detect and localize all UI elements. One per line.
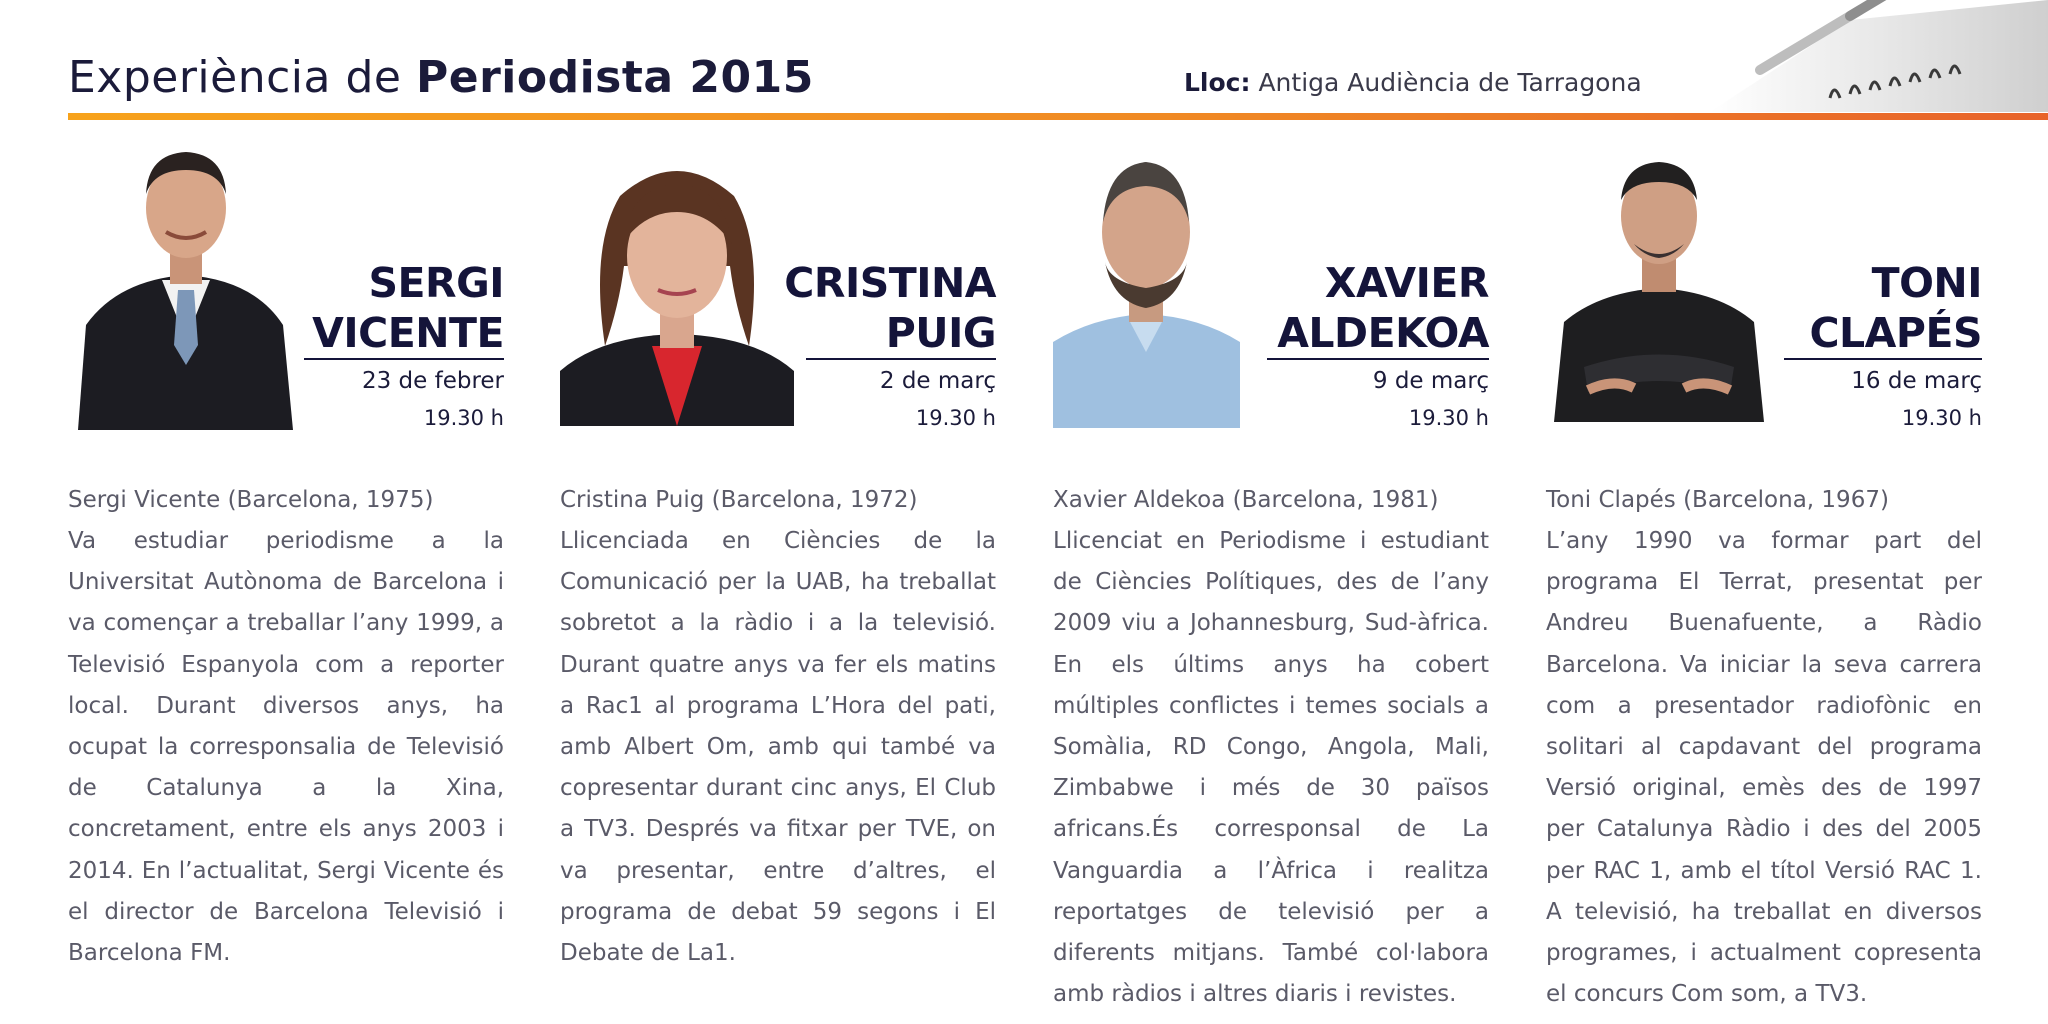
last-name: CLAPÉS [1809,309,1982,357]
speaker-name [312,258,504,358]
speaker-name [784,258,996,358]
speaker-card [560,140,996,1000]
name-divider [1784,358,1982,360]
speaker-name [1809,258,1982,358]
bio-text: Va estudiar periodisme a la Universitat Autònoma de Barcelona i va començar a treballar l’any 1999, a Televisió Espanyola com a reporter local. Durant diversos anys, ha ocupat la corresponsalia de Televisió de Catalunya a la Xina, concretament, entre els anys 2003 i 2014. En l’actualitat, Sergi Vicente és el director de Barcelona Televisió i Barcelona FM. [68,528,504,967]
speaker-card [68,140,504,1000]
bio-heading: Cristina Puig (Barcelona, 1972) [560,487,918,513]
bio-heading: Xavier Aldekoa (Barcelona, 1981) [1053,487,1439,513]
speaker-card [1053,140,1489,1008]
bio-text: L’any 1990 va formar part del programa El Terrat, presentat per Andreu Buenafuente, a Ràdio Barcelona. Va iniciar la seva carrera com a presentador radiofònic en solitari al capdavant del programa Versió original, emès des de 1997 per Catalunya Ràdio i des del 2005 per RAC 1, amb el títol Versió RAC 1. A televisió, ha treballat en diversos programes, i actualment copresenta el concurs Com som, a TV3. [1546,528,1982,1008]
last-name: ALDEKOA [1277,309,1489,357]
page-header [0,0,2048,125]
event-date: 9 de març [1372,368,1489,394]
person-portrait-icon [1554,152,1764,422]
person-portrait-icon [560,156,794,426]
name-divider [1267,358,1489,360]
first-name: XAVIER [1324,259,1489,307]
bio-text: Llicenciat en Periodisme i estudiant de Ciències Polítiques, des de l’any 2009 viu a Johannesburg, Sud-àfrica. En els últims anys ha cobert múltiples conflictes i temes socials a Somàlia, RD Congo, Angola, Mali, Zimbabwe i més de 30 països africans.És corresponsal de La Vanguardia a l’Àfrica i realitza reportatges de televisió per a diferents mitjans. També col·labora amb ràdios i altres diaris i revistes. [1053,528,1489,1008]
first-name: CRISTINA [784,259,996,307]
name-divider [304,358,504,360]
venue [1184,68,1642,97]
speaker-photo [1053,152,1240,428]
event-date: 2 de març [879,368,996,394]
title-bold: Periodista 2015 [415,52,814,103]
title-regular: Experiència de [68,52,402,103]
bio-heading: Toni Clapés (Barcelona, 1967) [1546,487,1889,513]
speaker-photo [560,156,794,426]
header-rule [68,113,2048,120]
person-portrait-icon [78,140,293,430]
speaker-card [1546,140,1982,1008]
first-name: SERGI [368,259,504,307]
event-time: 19.30 h [1408,406,1489,430]
last-name: VICENTE [312,309,504,357]
event-time: 19.30 h [423,406,504,430]
event-time: 19.30 h [1901,406,1982,430]
venue-value: Antiga Audiència de Tarragona [1258,68,1642,97]
event-time: 19.30 h [915,406,996,430]
event-date: 23 de febrer [361,368,504,394]
name-divider [806,358,996,360]
venue-label: Lloc: [1184,68,1251,97]
bio-heading: Sergi Vicente (Barcelona, 1975) [68,487,434,513]
person-portrait-icon [1053,152,1240,428]
first-name: TONI [1871,259,1982,307]
last-name: PUIG [885,309,996,357]
event-date: 16 de març [1851,368,1982,394]
speaker-photo [1554,152,1764,422]
speaker-name [1277,258,1489,358]
notebook-pen-decoration [1650,0,2048,112]
bio-text: Llicenciada en Ciències de la Comunicació per la UAB, ha treballat sobretot a la ràdio i a la televisió. Durant quatre anys va fer els matins a Rac1 al programa L’Hora del pati, amb Albert Om, amb qui també va copresentar durant cinc anys, El Club a TV3. Després va fitxar per TVE, on va presentar, entre d’altres, el programa de debat 59 segons i El Debate de La1. [560,528,996,967]
page-title [68,52,814,103]
speaker-photo [78,140,293,430]
